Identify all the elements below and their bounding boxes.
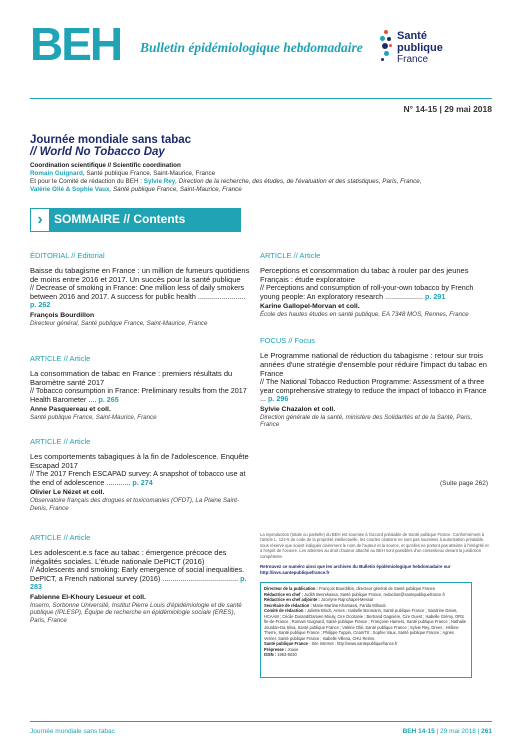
article-title: Les adolescent.e.s face au tabac : émergence précoce des inégalités sociales. L'étude nationale DePICT (2016) [30, 548, 227, 566]
article-title-en: // The National Tobacco Reduction Programme: Assessment of a three year comprehensive strategy to reduce the impact of tobacco in France ... p. 296 [260, 377, 487, 404]
chevron-glyph: › [37, 211, 43, 228]
coord-affil-1: , Santé publique France, Saint-Maurice, France [82, 170, 216, 177]
article-title: Le Programme national de réduction du tabagisme : retour sur trois années d'une stratégie d'ensemble pour réduire l'impact du tabac en France [260, 351, 487, 378]
article-author: Karine Gallopel-Morvan et coll. [260, 303, 360, 311]
section-label: ÉDITORIAL // Editorial [30, 251, 105, 260]
publication-subtitle: Bulletin épidémiologique hebdomadaire [140, 40, 363, 55]
page-ref: p. 291 [425, 291, 446, 301]
article-title: Baisse du tabagisme en France : un million de fumeurs quotidiens de moins entre 2016 et 2017. Un succès pour la santé publique [30, 266, 250, 284]
legal-notice: La reproduction (totale ou partielle) du BEH est soumise à l'accord préalable de Santé publique France. Conformément à l'article L. 122-5 du code de la propriété intellectuelle, les courtes citations ne sont pas soumises à autorisation préalable, sous réserve que soient indiqués clairement le nom de l'auteur et la source, et qu'elles ne portent pas atteinte à l'intégrité et à l'esprit de l'oeuvre. Les atteintes au droit d'auteur attaché au BEH sont passibles d'un contentieux devant la juridiction compétente. [260, 532, 489, 559]
spf-logo-line2: publique [397, 42, 443, 54]
section-label: ARTICLE // Article [30, 533, 91, 542]
spf-logo-line1: Santé [397, 30, 427, 42]
article-affiliation: École des hautes études en santé publique, EA 7348 MOS, Rennes, France [260, 311, 469, 319]
article-title-en: // Decrease of smoking in France: One million less of daily smokers between 2016 and 2017. A success for public health ........................ p. 262 [30, 283, 246, 310]
article-affiliation: Direction générale de la santé, ministère des Solidarités et de la Santé, Paris, France [260, 413, 473, 429]
article-affiliation: Inserm, Sorbonne Université, Institut Pierre Louis d'épidémiologie et de santé publique (IPLESP), Équipe de recherche en épidémiologie sociale (ERES), Paris, France [30, 601, 242, 624]
page-ref: p. 283 [30, 573, 247, 592]
svg-text:BEH: BEH [30, 20, 122, 66]
spf-logo-mark [380, 30, 394, 66]
footer-theme: Journée mondiale sans tabac [30, 728, 115, 735]
toc-entry[interactable] [30, 533, 250, 625]
masthead-text: Directeur de la publication : François Bourdillon, directeur général de Santé publique France Rédactrice en chef : Judith Benrekassa, Santé publique France, redaction@santepubliquefrance.fr Rédactrice en chef adjointe : Jocelyne Rajnchapel-Messaï Secrétaire de rédaction : Marie-Martine Khamassi, Farida Mihoub Comité de rédaction : Juliette Bloch, Anses ; Isabelle Bonmarin, Santé publique France ; Sandrine Danet, HCAAM ; Cécile Durand/Damien Mouly, Cire Occitanie ; Bertrand Gagnière, Cire Ouest ; Isabelle Grémy, ORS Île-de-France ; Romain Guignard, Santé publique France ; Françoise Hamers, Santé publique France ; Nathalie Jourdan-Da Silva, Santé publique France ; Valérie Olié, Santé publique France ; Sylvie Rey, Drees ; Hélène Therre, Santé publique France ; Philippe Tuppin, CnamTS ; Sophie Vaux, Santé publique France ; Agnès Verrier, Santé publique France ; Isabelle Villena, CHU Reims. Santé publique France - Site Internet : http://www.santepubliquefrance.fr Prépresse : Jouve ISSN : 1953-8030 [264, 586, 467, 657]
section-label: ARTICLE // Article [30, 354, 91, 363]
chevron-right-icon [30, 208, 50, 232]
article-title-en: // Perceptions and consumption of roll-your-own tobacco by French young people: An exploratory research ................... p. 291 [260, 283, 474, 301]
section-label: ARTICLE // Article [260, 251, 321, 260]
page-ref: p. 274 [132, 477, 153, 487]
footer-issue [403, 728, 492, 735]
article-affiliation: Santé publique France, Saint-Maurice, France [30, 414, 157, 422]
article-author: Sylvie Chazalon et coll. [260, 405, 336, 413]
page-ref: p. 262 [30, 300, 51, 310]
article-affiliation: Directeur général, Santé publique France, Saint-Maurice, France [30, 319, 208, 327]
article-title: La consommation de tabac en France : premiers résultats du Baromètre santé 2017 [30, 369, 233, 387]
article-title-en: // Adolescents and smoking: Early emergence of social inequalities. DePICT, a French national survey (2016) ...................................... p. 283 [30, 565, 247, 592]
coord-name-1: Romain Guignard [30, 170, 83, 177]
article-author: Olivier Le Nézet et coll. [30, 489, 105, 497]
section-label: FOCUS // Focus [260, 336, 316, 345]
coord-name-2: Sylvie Rey [143, 178, 176, 185]
article-title-en: // The 2017 French ESCAPAD survey: A snapshot of tobacco use at the end of adolescence ............ p. 274 [30, 469, 246, 487]
article-title: Les comportements tabagiques à la fin de l'adolescence. Enquête Escapad 2017 [30, 452, 249, 470]
continued-note: (Suite page 262) [440, 480, 489, 487]
coord-label: Coordination scientifique // Scientific coordination [30, 162, 181, 169]
coord-name-3: Valérie Olié & Sophie Vaux [30, 186, 110, 193]
coord-affil-3: , Santé publique France, Saint-Maurice, France [109, 186, 242, 193]
toc-entry[interactable] [30, 437, 250, 512]
article-author: Anne Pasquereau et coll. [30, 406, 111, 414]
article-title-en: // Tobacco consumption in France: Preliminary results from the 2017 Health Barometer .... p. 265 [30, 386, 247, 404]
theme-title-en: // World No Tobacco Day [30, 146, 165, 158]
beh-logo [30, 20, 138, 66]
article-author: François Bourdillon [30, 311, 95, 319]
article-author: Fabienne El-Khoury Lesueur et coll. [30, 593, 146, 601]
scientific-coordination [30, 162, 492, 194]
page-ref: p. 296 [268, 394, 289, 404]
footer-date: | 29 mai 2018 | [434, 728, 482, 735]
toc-entry[interactable] [30, 354, 250, 422]
header-divider [30, 98, 492, 99]
section-label: ARTICLE // Article [30, 437, 91, 446]
article-title: Perceptions et consommation du tabac à rouler par des jeunes Français : étude exploratoire [260, 266, 469, 284]
footer-beh-number: BEH 14-15 [402, 728, 435, 735]
page-number: 261 [481, 728, 492, 735]
article-affiliation: Observatoire français des drogues et toxicomanies (OFDT), La Plaine Saint-Denis, France [30, 497, 240, 512]
footer-divider [30, 721, 492, 722]
toc-entry[interactable] [260, 251, 492, 319]
spf-logo-line3: France [397, 54, 429, 65]
coord-affil-2: , Direction de la recherche, des études, de l'évaluation et des statistiques, Paris, France, [175, 178, 422, 185]
page-ref: p. 265 [98, 394, 119, 404]
archives-link[interactable]: Retrouvez ce numéro ainsi que les archives du Bulletin épidémiologique hebdomadaire sur http://invs.santepubliquefrance.fr [260, 564, 451, 575]
issue-number: N° 14-15 | 29 mai 2018 [403, 104, 492, 114]
toc-entry[interactable] [30, 251, 250, 327]
toc-entry[interactable] [260, 336, 492, 429]
theme-title: Journée mondiale sans tabac [30, 134, 192, 146]
sommaire-title: SOMMAIRE // Contents [54, 212, 186, 226]
coord-committee-prefix: Et pour le Comité de rédaction du BEH : [30, 178, 144, 185]
